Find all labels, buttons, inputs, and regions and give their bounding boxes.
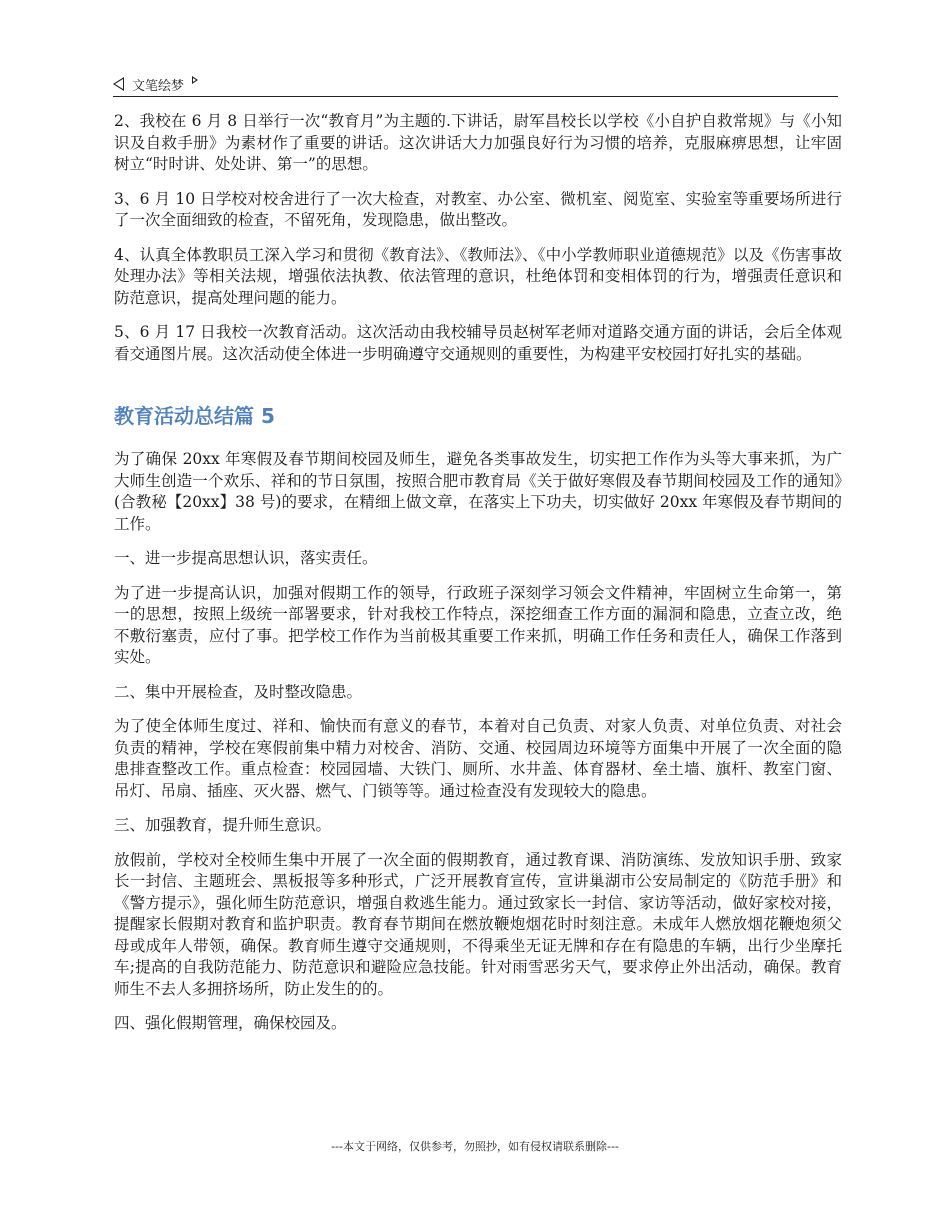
paragraph: 3、6 月 10 日学校对校舍进行了一次大检查，对教室、办公室、微机室、阅览室、实验室等重要场所进行了一次全面细致的检查，不留死角，发现隐患，做出整改。 (114, 189, 842, 229)
subheading: 三、加强教育，提升师生意识。 (114, 816, 332, 834)
subheading: 一、进一步提高思想认识，落实责任。 (114, 549, 378, 567)
paragraph: 为了使全体师生度过、祥和、愉快而有意义的春节，本着对自己负责、对家人负责、对单位负责、对社会负责的精神，学校在寒假前集中精力对校舍、消防、交通、校园周边环境等方面集中开展了一次全面的隐患排查整改工作。重点检查：校园园墙、大铁门、厕所、水井盖、体育器材、垒土墙、旗杆、教室门窗、吊灯、吊扇、插座、灭火器、燃气、门锁等等。通过检查没有发现较大的隐患。 (114, 717, 842, 800)
page-footer: ---本文于网络，仅供参考，勿照抄，如有侵权请联系删除--- (331, 1140, 619, 1153)
paragraph: 放假前，学校对全校师生集中开展了一次全面的假期教育，通过教育课、消防演练、发放知识手册、致家长一封信、主题班会、黑板报等多种形式，广泛开展教育宣传，宣讲巢湖市公安局制定的《防范手册》和《警方提示》，强化师生防范意识，增强自救逃生能力。通过致家长一封信、家访等活动，做好家校对接，提醒家长假期对教育和监护职责。教育春节期间在燃放鞭炮烟花时时刻注意。未成年人燃放烟花鞭炮须父母或成年人带领，确保。教育师生遵守交通规则，不得乘坐无证无牌和存在有隐患的车辆，出行少坐摩托车;提高的自我防范能力、防范意识和避险应急技能。针对雨雪恶劣天气，要求停止外出活动，确保。教育师生不去人多拥挤场所，防止发生的的。 (114, 850, 842, 998)
paragraph: 5、6 月 17 日我校一次教育活动。这次活动由我校辅导员赵树军老师对道路交通方面的讲话，会后全体观看交通图片展。这次活动使全体进一步明确遵守交通规则的重要性，为构建平安校园打好扎实的基础。 (114, 323, 842, 363)
triangle-left-icon (113, 77, 124, 91)
subheading: 二、集中开展检查，及时整改隐患。 (114, 682, 363, 701)
triangle-right-icon (192, 76, 198, 84)
paragraph: 为了进一步提高认识，加强对假期工作的领导，行政班子深刻学习领会文件精神，牢固树立生命第一，第一的思想，按照上级统一部署要求，针对我校工作特点，深挖细查工作方面的漏洞和隐患，立查立改，绝不敷衍塞责，应付了事。把学校工作作为当前极其重要工作来抓，明确工作任务和责任人，确保工作落到实处。 (114, 583, 842, 666)
paragraph: 4、认真全体教职员工深入学习和贯彻《教育法》、《教师法》、《中小学教师职业道德规范》以及《伤害事故处理办法》等相关法规，增强依法执教、依法管理的意识，杜绝体罚和变相体罚的行为，增强责任意识和防范意识，提高处理问题的能力。 (114, 245, 842, 307)
document-body (114, 111, 842, 1048)
paragraph: 为了确保 20xx 年寒假及春节期间校园及师生，避免各类事故发生，切实把工作作为头等大事来抓，为广大师生创造一个欢乐、祥和的节日氛围，按照合肥市教育局《关于做好寒假及春节期间校园及工作的通知》(合教秘【20xx】38 号)的要求，在精细上做文章，在落实上下功夫，切实做好 20xx 年寒假及春节期间的工作。 (114, 450, 842, 533)
section-heading: 教育活动总结篇 5 (114, 404, 275, 428)
subheading: 四、强化假期管理，确保校园及。 (114, 1014, 347, 1032)
paragraph: 2、我校在 6 月 8 日举行一次“教育月”为主题的.下讲话，尉军昌校长以学校《小自护自救常规》与《小知识及自救手册》为素材作了重要的讲话。这次讲话大力加强良好行为习惯的培养，克服麻痹思想，让牢固树立“时时讲、处处讲、第一”的思想。 (114, 112, 842, 173)
page-header (113, 72, 838, 97)
brand-label: 文笔绘梦 (132, 78, 185, 94)
